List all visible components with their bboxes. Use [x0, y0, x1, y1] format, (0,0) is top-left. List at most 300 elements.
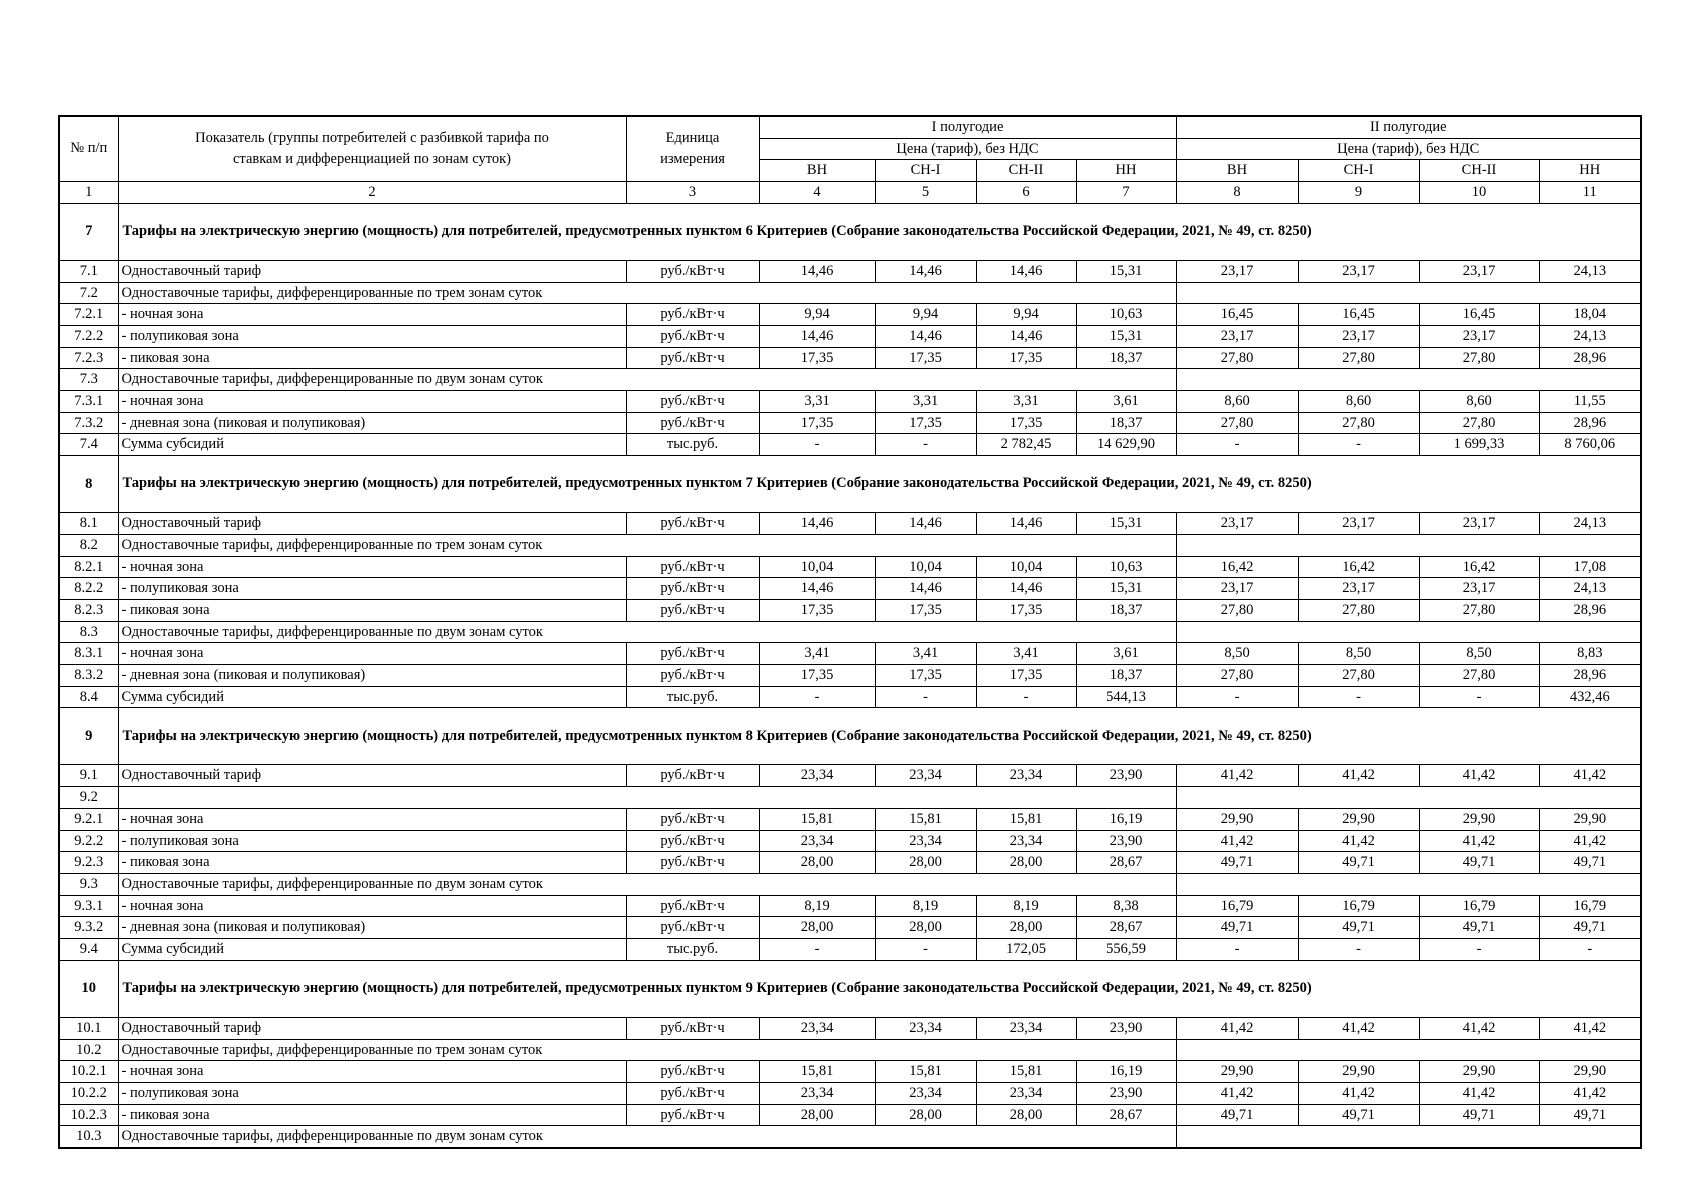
tariff-value: -: [759, 686, 875, 708]
tariff-value: 41,42: [1539, 1082, 1641, 1104]
row-name: - дневная зона (пиковая и полупиковая): [118, 917, 626, 939]
tariff-value: 8,60: [1419, 391, 1539, 413]
column-number: 8: [1176, 182, 1298, 204]
row-name: - полупиковая зона: [118, 325, 626, 347]
tariff-value: 15,81: [759, 808, 875, 830]
section-row: [59, 960, 1641, 1017]
tariff-value: 49,71: [1176, 1104, 1298, 1126]
header-price2: Цена (тариф), без НДС: [1176, 138, 1641, 160]
tariff-value: 16,42: [1176, 556, 1298, 578]
tariff-value: 49,71: [1298, 1104, 1419, 1126]
tariff-value: 23,90: [1076, 1082, 1176, 1104]
row-name: - пиковая зона: [118, 852, 626, 874]
row-unit: руб./кВт·ч: [626, 895, 759, 917]
table-row: [59, 643, 1641, 665]
tariff-value: 28,67: [1076, 1104, 1176, 1126]
section-row: [59, 708, 1641, 765]
table-row: [59, 852, 1641, 874]
tariff-value: 27,80: [1419, 412, 1539, 434]
tariff-value: 41,42: [1298, 830, 1419, 852]
section-number: 7: [59, 203, 118, 260]
tariff-value: -: [875, 939, 976, 961]
tariff-value: 49,71: [1419, 852, 1539, 874]
tariff-value: 24,13: [1539, 325, 1641, 347]
tariff-value: 18,37: [1076, 599, 1176, 621]
tariff-value: 49,71: [1539, 1104, 1641, 1126]
tariff-value: 24,13: [1539, 578, 1641, 600]
column-number: 4: [759, 182, 875, 204]
tariff-value: 49,71: [1539, 852, 1641, 874]
column-number: 3: [626, 182, 759, 204]
tariff-value: 29,90: [1298, 808, 1419, 830]
tariff-value: 3,41: [875, 643, 976, 665]
row-unit: руб./кВт·ч: [626, 830, 759, 852]
table-row: [59, 1104, 1641, 1126]
tariff-value: 41,42: [1419, 765, 1539, 787]
empty-cell: [1176, 1126, 1641, 1148]
row-name: - полупиковая зона: [118, 830, 626, 852]
tariff-value: 41,42: [1419, 830, 1539, 852]
row-number: 9.2.2: [59, 830, 118, 852]
row-unit: тыс.руб.: [626, 939, 759, 961]
tariff-value: 15,81: [875, 808, 976, 830]
column-number: 6: [976, 182, 1076, 204]
row-name: - ночная зона: [118, 895, 626, 917]
tariff-value: 41,42: [1176, 1017, 1298, 1039]
tariff-value: 556,59: [1076, 939, 1176, 961]
tariff-value: 17,08: [1539, 556, 1641, 578]
tariff-value: 28,67: [1076, 852, 1176, 874]
tariff-table-sheet: [58, 115, 1640, 1149]
tariff-value: 41,42: [1419, 1017, 1539, 1039]
row-number: 9.2.1: [59, 808, 118, 830]
row-number: 7.2.3: [59, 347, 118, 369]
tariff-value: 9,94: [759, 304, 875, 326]
tariff-value: 8,38: [1076, 895, 1176, 917]
row-unit: руб./кВт·ч: [626, 665, 759, 687]
tariff-value: 16,79: [1419, 895, 1539, 917]
group-title: Одноставочные тарифы, дифференцированные по трем зонам суток: [118, 282, 1176, 304]
table-row: [59, 1061, 1641, 1083]
tariff-value: 41,42: [1298, 765, 1419, 787]
tariff-value: 23,34: [759, 1017, 875, 1039]
tariff-value: 9,94: [976, 304, 1076, 326]
table-row: [59, 1082, 1641, 1104]
tariff-value: 41,42: [1539, 830, 1641, 852]
row-number: 10.1: [59, 1017, 118, 1039]
row-number: 10.3: [59, 1126, 118, 1148]
row-unit: руб./кВт·ч: [626, 1104, 759, 1126]
tariff-value: 41,42: [1176, 830, 1298, 852]
empty-cell: [1176, 621, 1641, 643]
table-row: [59, 304, 1641, 326]
tariff-value: 16,79: [1298, 895, 1419, 917]
tariff-value: 49,71: [1419, 917, 1539, 939]
group-title: Одноставочные тарифы, дифференцированные по двум зонам суток: [118, 873, 1176, 895]
tariff-value: 3,31: [875, 391, 976, 413]
tariff-value: 28,00: [875, 852, 976, 874]
header-half2: II полугодие: [1176, 116, 1641, 138]
tariff-value: 17,35: [875, 665, 976, 687]
tariff-value: 41,42: [1298, 1017, 1419, 1039]
row-number: 8.3: [59, 621, 118, 643]
tariff-value: 23,17: [1298, 325, 1419, 347]
column-number: 2: [118, 182, 626, 204]
section-number: 8: [59, 456, 118, 513]
row-number: 7.2.2: [59, 325, 118, 347]
tariff-value: 8,60: [1176, 391, 1298, 413]
group-title: Одноставочные тарифы, дифференцированные по двум зонам суток: [118, 621, 1176, 643]
tariff-value: 49,71: [1176, 917, 1298, 939]
tariff-value: 27,80: [1176, 412, 1298, 434]
tariff-value: 14,46: [875, 260, 976, 282]
tariff-value: -: [759, 434, 875, 456]
tariff-value: 15,31: [1076, 578, 1176, 600]
tariff-value: -: [1176, 434, 1298, 456]
row-number: 10.2.3: [59, 1104, 118, 1126]
tariff-value: 14,46: [976, 325, 1076, 347]
group-title: [118, 787, 1176, 809]
column-number: 7: [1076, 182, 1176, 204]
tariff-value: 23,17: [1298, 513, 1419, 535]
table-row: [59, 325, 1641, 347]
tariff-value: -: [1419, 939, 1539, 961]
tariff-value: 28,00: [976, 852, 1076, 874]
row-name: - пиковая зона: [118, 347, 626, 369]
tariff-value: 15,81: [976, 808, 1076, 830]
tariff-value: 15,81: [759, 1061, 875, 1083]
header-num: № п/п: [59, 116, 118, 182]
row-name: - ночная зона: [118, 304, 626, 326]
tariff-value: 8 760,06: [1539, 434, 1641, 456]
table-row: [59, 808, 1641, 830]
tariff-value: 27,80: [1298, 347, 1419, 369]
tariff-value: 29,90: [1176, 808, 1298, 830]
tariff-value: 17,35: [875, 347, 976, 369]
tariff-value: 2 782,45: [976, 434, 1076, 456]
tariff-value: -: [759, 939, 875, 961]
tariff-value: 49,71: [1176, 852, 1298, 874]
row-unit: руб./кВт·ч: [626, 643, 759, 665]
tariff-value: 17,35: [759, 412, 875, 434]
tariff-value: 23,17: [1298, 260, 1419, 282]
row-number: 8.2: [59, 534, 118, 556]
tariff-value: 17,35: [976, 412, 1076, 434]
row-number: 9.3.2: [59, 917, 118, 939]
row-unit: руб./кВт·ч: [626, 1082, 759, 1104]
header-price1: Цена (тариф), без НДС: [759, 138, 1176, 160]
tariff-value: 18,37: [1076, 665, 1176, 687]
row-name: Одноставочный тариф: [118, 765, 626, 787]
tariff-value: 8,60: [1298, 391, 1419, 413]
row-number: 8.3.1: [59, 643, 118, 665]
section-row: [59, 203, 1641, 260]
row-number: 9.2.3: [59, 852, 118, 874]
tariff-value: 27,80: [1419, 347, 1539, 369]
tariff-value: 23,34: [759, 765, 875, 787]
tariff-value: 41,42: [1176, 765, 1298, 787]
row-unit: руб./кВт·ч: [626, 1017, 759, 1039]
tariff-value: 24,13: [1539, 513, 1641, 535]
row-name: Одноставочный тариф: [118, 1017, 626, 1039]
tariff-value: 18,37: [1076, 412, 1176, 434]
tariff-value: 16,45: [1419, 304, 1539, 326]
section-number: 9: [59, 708, 118, 765]
row-unit: руб./кВт·ч: [626, 260, 759, 282]
header-level: СН-I: [1298, 160, 1419, 182]
tariff-value: 17,35: [976, 665, 1076, 687]
tariff-value: 544,13: [1076, 686, 1176, 708]
tariff-value: 23,17: [1176, 260, 1298, 282]
tariff-value: 8,50: [1176, 643, 1298, 665]
tariff-value: 49,71: [1298, 917, 1419, 939]
tariff-value: 23,34: [759, 1082, 875, 1104]
table-row: [59, 260, 1641, 282]
tariff-value: 16,42: [1419, 556, 1539, 578]
tariff-value: 17,35: [759, 347, 875, 369]
group-row: [59, 1126, 1641, 1148]
row-number: 8.2.1: [59, 556, 118, 578]
section-title: Тарифы на электрическую энергию (мощность) для потребителей, предусмотренных пунктом 6 Критериев (Собрание законодательства Российской Федерации, 2021, № 49, ст. 8250): [118, 203, 1641, 260]
tariff-value: 28,96: [1539, 665, 1641, 687]
table-row: [59, 556, 1641, 578]
section-number: 10: [59, 960, 118, 1017]
tariff-value: 18,04: [1539, 304, 1641, 326]
tariff-value: 28,00: [759, 917, 875, 939]
row-unit: руб./кВт·ч: [626, 808, 759, 830]
row-name: Одноставочный тариф: [118, 513, 626, 535]
tariff-value: 28,96: [1539, 347, 1641, 369]
tariff-value: 16,45: [1298, 304, 1419, 326]
group-title: Одноставочные тарифы, дифференцированные по двум зонам суток: [118, 369, 1176, 391]
tariff-value: 28,00: [976, 917, 1076, 939]
header-indicator: Показатель (группы потребителей с разбивкой тарифа по ставкам и дифференциацией по зонам суток): [118, 116, 626, 182]
tariff-value: 23,17: [1176, 578, 1298, 600]
row-unit: руб./кВт·ч: [626, 917, 759, 939]
tariff-value: 29,90: [1176, 1061, 1298, 1083]
row-unit: руб./кВт·ч: [626, 347, 759, 369]
tariff-value: 41,42: [1176, 1082, 1298, 1104]
tariff-value: -: [1539, 939, 1641, 961]
tariff-value: 15,31: [1076, 260, 1176, 282]
empty-cell: [1176, 873, 1641, 895]
row-name: - пиковая зона: [118, 1104, 626, 1126]
tariff-value: 3,31: [976, 391, 1076, 413]
row-number: 7.3.2: [59, 412, 118, 434]
tariff-value: -: [1298, 434, 1419, 456]
tariff-value: 27,80: [1298, 599, 1419, 621]
row-number: 9.3: [59, 873, 118, 895]
tariff-value: 8,83: [1539, 643, 1641, 665]
tariff-value: 23,34: [875, 1017, 976, 1039]
table-row: [59, 686, 1641, 708]
tariff-value: 27,80: [1419, 599, 1539, 621]
tariff-value: 1 699,33: [1419, 434, 1539, 456]
tariff-value: 23,34: [759, 830, 875, 852]
row-unit: руб./кВт·ч: [626, 513, 759, 535]
header-level: СН-II: [976, 160, 1076, 182]
tariff-value: 27,80: [1176, 665, 1298, 687]
row-unit: руб./кВт·ч: [626, 325, 759, 347]
tariff-value: 23,34: [976, 1017, 1076, 1039]
tariff-value: 18,37: [1076, 347, 1176, 369]
tariff-value: 3,31: [759, 391, 875, 413]
header-level: ВН: [1176, 160, 1298, 182]
row-number: 9.4: [59, 939, 118, 961]
tariff-value: 17,35: [759, 665, 875, 687]
row-number: 9.2: [59, 787, 118, 809]
table-row: [59, 513, 1641, 535]
group-row: [59, 534, 1641, 556]
tariff-value: 23,17: [1298, 578, 1419, 600]
tariff-value: -: [1176, 686, 1298, 708]
tariff-value: 14,46: [759, 260, 875, 282]
tariff-value: 49,71: [1419, 1104, 1539, 1126]
tariff-value: 27,80: [1419, 665, 1539, 687]
tariff-value: 28,67: [1076, 917, 1176, 939]
row-name: - ночная зона: [118, 1061, 626, 1083]
tariff-value: 28,96: [1539, 599, 1641, 621]
row-name: - ночная зона: [118, 808, 626, 830]
empty-cell: [1176, 282, 1641, 304]
empty-cell: [1176, 787, 1641, 809]
tariff-value: 8,19: [976, 895, 1076, 917]
tariff-value: 41,42: [1539, 1017, 1641, 1039]
tariff-value: 15,81: [875, 1061, 976, 1083]
tariff-value: -: [1298, 939, 1419, 961]
tariff-value: 15,81: [976, 1061, 1076, 1083]
tariff-value: 28,00: [976, 1104, 1076, 1126]
row-unit: руб./кВт·ч: [626, 304, 759, 326]
row-number: 7.2.1: [59, 304, 118, 326]
row-name: - ночная зона: [118, 556, 626, 578]
tariff-value: 41,42: [1419, 1082, 1539, 1104]
tariff-value: 11,55: [1539, 391, 1641, 413]
row-name: Сумма субсидий: [118, 686, 626, 708]
row-number: 7.4: [59, 434, 118, 456]
tariff-value: 432,46: [1539, 686, 1641, 708]
table-row: [59, 599, 1641, 621]
column-number: 1: [59, 182, 118, 204]
tariff-value: 14,46: [759, 513, 875, 535]
tariff-value: 41,42: [1298, 1082, 1419, 1104]
tariff-value: 41,42: [1539, 765, 1641, 787]
header-unit: Единица измерения: [626, 116, 759, 182]
tariff-value: 8,50: [1298, 643, 1419, 665]
tariff-value: 24,13: [1539, 260, 1641, 282]
tariff-value: 9,94: [875, 304, 976, 326]
tariff-value: 16,19: [1076, 808, 1176, 830]
tariff-value: 29,90: [1298, 1061, 1419, 1083]
row-number: 10.2: [59, 1039, 118, 1061]
tariff-value: 23,90: [1076, 830, 1176, 852]
column-number: 11: [1539, 182, 1641, 204]
tariff-value: -: [1419, 686, 1539, 708]
row-name: - полупиковая зона: [118, 1082, 626, 1104]
header-level: НН: [1076, 160, 1176, 182]
tariff-value: 10,04: [976, 556, 1076, 578]
section-title: Тарифы на электрическую энергию (мощность) для потребителей, предусмотренных пунктом 8 Критериев (Собрание законодательства Российской Федерации, 2021, № 49, ст. 8250): [118, 708, 1641, 765]
tariff-value: 23,34: [976, 830, 1076, 852]
tariff-value: 17,35: [875, 412, 976, 434]
row-unit: руб./кВт·ч: [626, 578, 759, 600]
row-unit: руб./кВт·ч: [626, 852, 759, 874]
tariff-value: 23,34: [875, 830, 976, 852]
header-level: НН: [1539, 160, 1641, 182]
tariff-value: 16,79: [1539, 895, 1641, 917]
tariff-value: 10,04: [875, 556, 976, 578]
row-number: 7.3.1: [59, 391, 118, 413]
tariff-value: 3,61: [1076, 643, 1176, 665]
row-name: - дневная зона (пиковая и полупиковая): [118, 665, 626, 687]
row-number: 7.2: [59, 282, 118, 304]
row-name: - пиковая зона: [118, 599, 626, 621]
tariff-value: 23,17: [1176, 325, 1298, 347]
row-number: 8.2.3: [59, 599, 118, 621]
tariff-table: [58, 115, 1642, 1149]
row-unit: тыс.руб.: [626, 434, 759, 456]
tariff-value: 14,46: [875, 325, 976, 347]
tariff-value: -: [1176, 939, 1298, 961]
tariff-value: 17,35: [976, 347, 1076, 369]
tariff-value: 14,46: [976, 260, 1076, 282]
tariff-value: -: [875, 686, 976, 708]
tariff-value: 23,90: [1076, 765, 1176, 787]
table-row: [59, 434, 1641, 456]
group-title: Одноставочные тарифы, дифференцированные по трем зонам суток: [118, 1039, 1176, 1061]
tariff-value: 27,80: [1298, 665, 1419, 687]
tariff-value: 14,46: [759, 578, 875, 600]
row-number: 9.1: [59, 765, 118, 787]
tariff-value: 172,05: [976, 939, 1076, 961]
table-row: [59, 830, 1641, 852]
tariff-value: 16,19: [1076, 1061, 1176, 1083]
column-number: 10: [1419, 182, 1539, 204]
tariff-value: 23,90: [1076, 1017, 1176, 1039]
tariff-value: 3,41: [976, 643, 1076, 665]
tariff-value: 23,17: [1419, 260, 1539, 282]
tariff-value: 8,19: [759, 895, 875, 917]
row-number: 8.2.2: [59, 578, 118, 600]
group-row: [59, 282, 1641, 304]
tariff-value: 17,35: [875, 599, 976, 621]
column-number: 9: [1298, 182, 1419, 204]
table-row: [59, 347, 1641, 369]
tariff-value: 23,34: [976, 765, 1076, 787]
row-name: - полупиковая зона: [118, 578, 626, 600]
row-number: 8.1: [59, 513, 118, 535]
section-row: [59, 456, 1641, 513]
row-number: 8.3.2: [59, 665, 118, 687]
row-number: 9.3.1: [59, 895, 118, 917]
tariff-value: 14 629,90: [1076, 434, 1176, 456]
tariff-value: 29,90: [1539, 1061, 1641, 1083]
tariff-value: 10,04: [759, 556, 875, 578]
tariff-value: 23,17: [1419, 578, 1539, 600]
group-title: Одноставочные тарифы, дифференцированные по двум зонам суток: [118, 1126, 1176, 1148]
row-name: - дневная зона (пиковая и полупиковая): [118, 412, 626, 434]
tariff-value: 16,42: [1298, 556, 1419, 578]
section-title: Тарифы на электрическую энергию (мощность) для потребителей, предусмотренных пунктом 9 Критериев (Собрание законодательства Российской Федерации, 2021, № 49, ст. 8250): [118, 960, 1641, 1017]
row-name: Сумма субсидий: [118, 939, 626, 961]
tariff-value: 27,80: [1298, 412, 1419, 434]
tariff-value: 15,31: [1076, 513, 1176, 535]
empty-cell: [1176, 1039, 1641, 1061]
tariff-value: 28,00: [759, 852, 875, 874]
row-number: 10.2.2: [59, 1082, 118, 1104]
group-title: Одноставочные тарифы, дифференцированные по трем зонам суток: [118, 534, 1176, 556]
table-row: [59, 895, 1641, 917]
